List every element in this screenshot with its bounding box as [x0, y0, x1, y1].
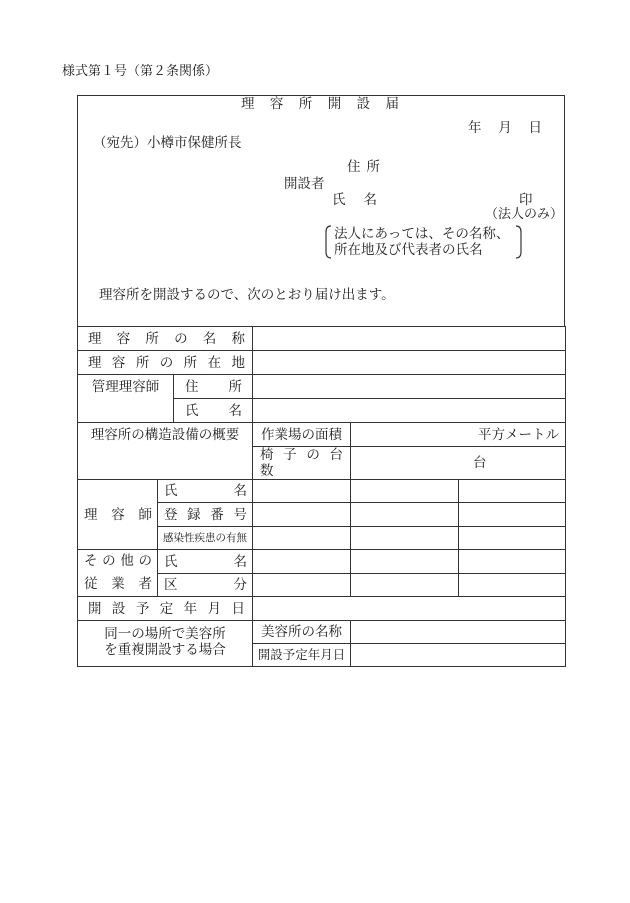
staff-name-label: 氏 名	[164, 553, 247, 570]
beauty-salon-label-line-1: 同一の場所で美容所	[104, 625, 226, 642]
barber-name-label: 氏 名	[164, 483, 247, 499]
salon-name-label-cell	[78, 327, 253, 351]
table-row	[78, 597, 566, 621]
corporation-note-line-1: 法人にあっては、その名称、	[334, 226, 510, 242]
beauty-salon-label-line-2: を重複開設する場合	[104, 641, 226, 658]
other-staff-label-line-2: 従 業 者	[84, 576, 152, 592]
beauty-salon-label-cell	[78, 621, 253, 667]
manager-address-value-cell	[253, 375, 566, 399]
table-row	[78, 351, 566, 375]
barbers-label-cell	[78, 480, 158, 550]
registration-label-cell	[158, 503, 253, 527]
infectious-disease-value-2	[351, 527, 459, 550]
applicant-label: 開設者	[284, 176, 325, 192]
table-row	[78, 550, 566, 574]
area-label-cell	[253, 423, 351, 447]
corporation-only-note: （法人のみ）	[484, 207, 563, 222]
staff-category-value-3	[459, 574, 566, 597]
opening-date-value-cell	[253, 597, 566, 621]
beauty-salon-name-label: 美容所の名称	[261, 624, 342, 640]
registration-label: 登 録 番 号	[164, 506, 247, 523]
table-row	[78, 423, 566, 447]
beauty-salon-date-label-cell	[253, 644, 351, 667]
salon-location-label-cell	[78, 351, 253, 375]
other-staff-label-cell	[78, 550, 158, 597]
salon-name-value-cell	[253, 327, 566, 351]
salon-location-label: 理 容 所 の 所 在 地	[88, 354, 245, 371]
staff-name-value-2	[351, 550, 459, 574]
registration-value-1	[253, 503, 351, 527]
staff-category-value-1	[253, 574, 351, 597]
manager-name-value-cell	[253, 399, 566, 423]
infectious-disease-value-1	[253, 527, 351, 550]
manager-label: 管理理容師	[91, 379, 160, 395]
staff-name-label-cell	[158, 550, 253, 574]
form-title: 理 容 所 開 設 届	[241, 96, 399, 112]
manager-address-label-cell	[174, 375, 253, 399]
registration-value-3	[459, 503, 566, 527]
seal-label: 印	[519, 192, 533, 208]
barber-name-value-1	[253, 480, 351, 503]
manager-label-cell	[78, 375, 174, 423]
corporation-note-line-2: 所在地及び代表者の氏名	[334, 242, 483, 258]
facilities-label-cell	[78, 423, 253, 480]
area-value-cell	[351, 423, 566, 447]
barbers-label: 理 容 師	[84, 506, 152, 523]
manager-address-label: 住 所	[185, 378, 242, 395]
infectious-disease-label-cell	[158, 527, 253, 550]
beauty-salon-date-label: 開設予定年月日	[257, 647, 346, 662]
table-row	[78, 327, 566, 351]
salon-location-value-cell	[253, 351, 566, 375]
manager-name-label: 氏 名	[185, 402, 242, 419]
chairs-label-cell	[253, 447, 351, 480]
opening-date-label-cell	[78, 597, 253, 621]
chairs-label: 椅 子 の 台 数	[260, 447, 343, 479]
declaration-statement: 理容所を開設するので、次のとおり届け出ます。	[99, 287, 395, 303]
staff-name-value-1	[253, 550, 351, 574]
applicant-name-label: 氏 名	[332, 192, 377, 208]
barber-name-label-cell	[158, 480, 253, 503]
manager-name-label-cell	[174, 399, 253, 423]
table-row	[78, 480, 566, 503]
addressee: （宛先）小樽市保健所長	[93, 135, 242, 151]
form-number: 様式第１号（第２条関係）	[62, 64, 219, 79]
staff-name-value-3	[459, 550, 566, 574]
area-label: 作業場の面積	[261, 426, 342, 443]
opening-date-label: 開 設 予 定 年 月 日	[88, 600, 245, 617]
barber-name-value-2	[351, 480, 459, 503]
left-bracket	[326, 226, 331, 258]
other-staff-label-line-1: そ の 他 の	[84, 553, 152, 569]
infectious-disease-label: 感染性疾患の有無	[163, 532, 247, 544]
facilities-label: 理容所の構造設備の概要	[90, 427, 240, 443]
application-table	[77, 326, 566, 667]
staff-category-label-cell	[158, 574, 253, 597]
date-line: 年 月 日	[468, 120, 542, 136]
beauty-salon-name-value-cell	[351, 621, 566, 644]
chairs-value-cell	[351, 447, 566, 480]
barber-name-value-3	[459, 480, 566, 503]
salon-name-label: 理 容 所 の 名 称	[88, 330, 245, 347]
table-row	[78, 375, 566, 399]
infectious-disease-value-3	[459, 527, 566, 550]
chairs-unit: 台	[473, 455, 487, 471]
staff-category-label: 区 分	[164, 577, 247, 593]
beauty-salon-name-label-cell	[253, 621, 351, 644]
staff-category-value-2	[351, 574, 459, 597]
area-unit: 平方メートル	[478, 426, 560, 443]
beauty-salon-date-value-cell	[351, 644, 566, 667]
table-row	[78, 621, 566, 644]
registration-value-2	[351, 503, 459, 527]
applicant-address-label: 住 所	[347, 159, 380, 175]
right-bracket	[516, 226, 521, 258]
